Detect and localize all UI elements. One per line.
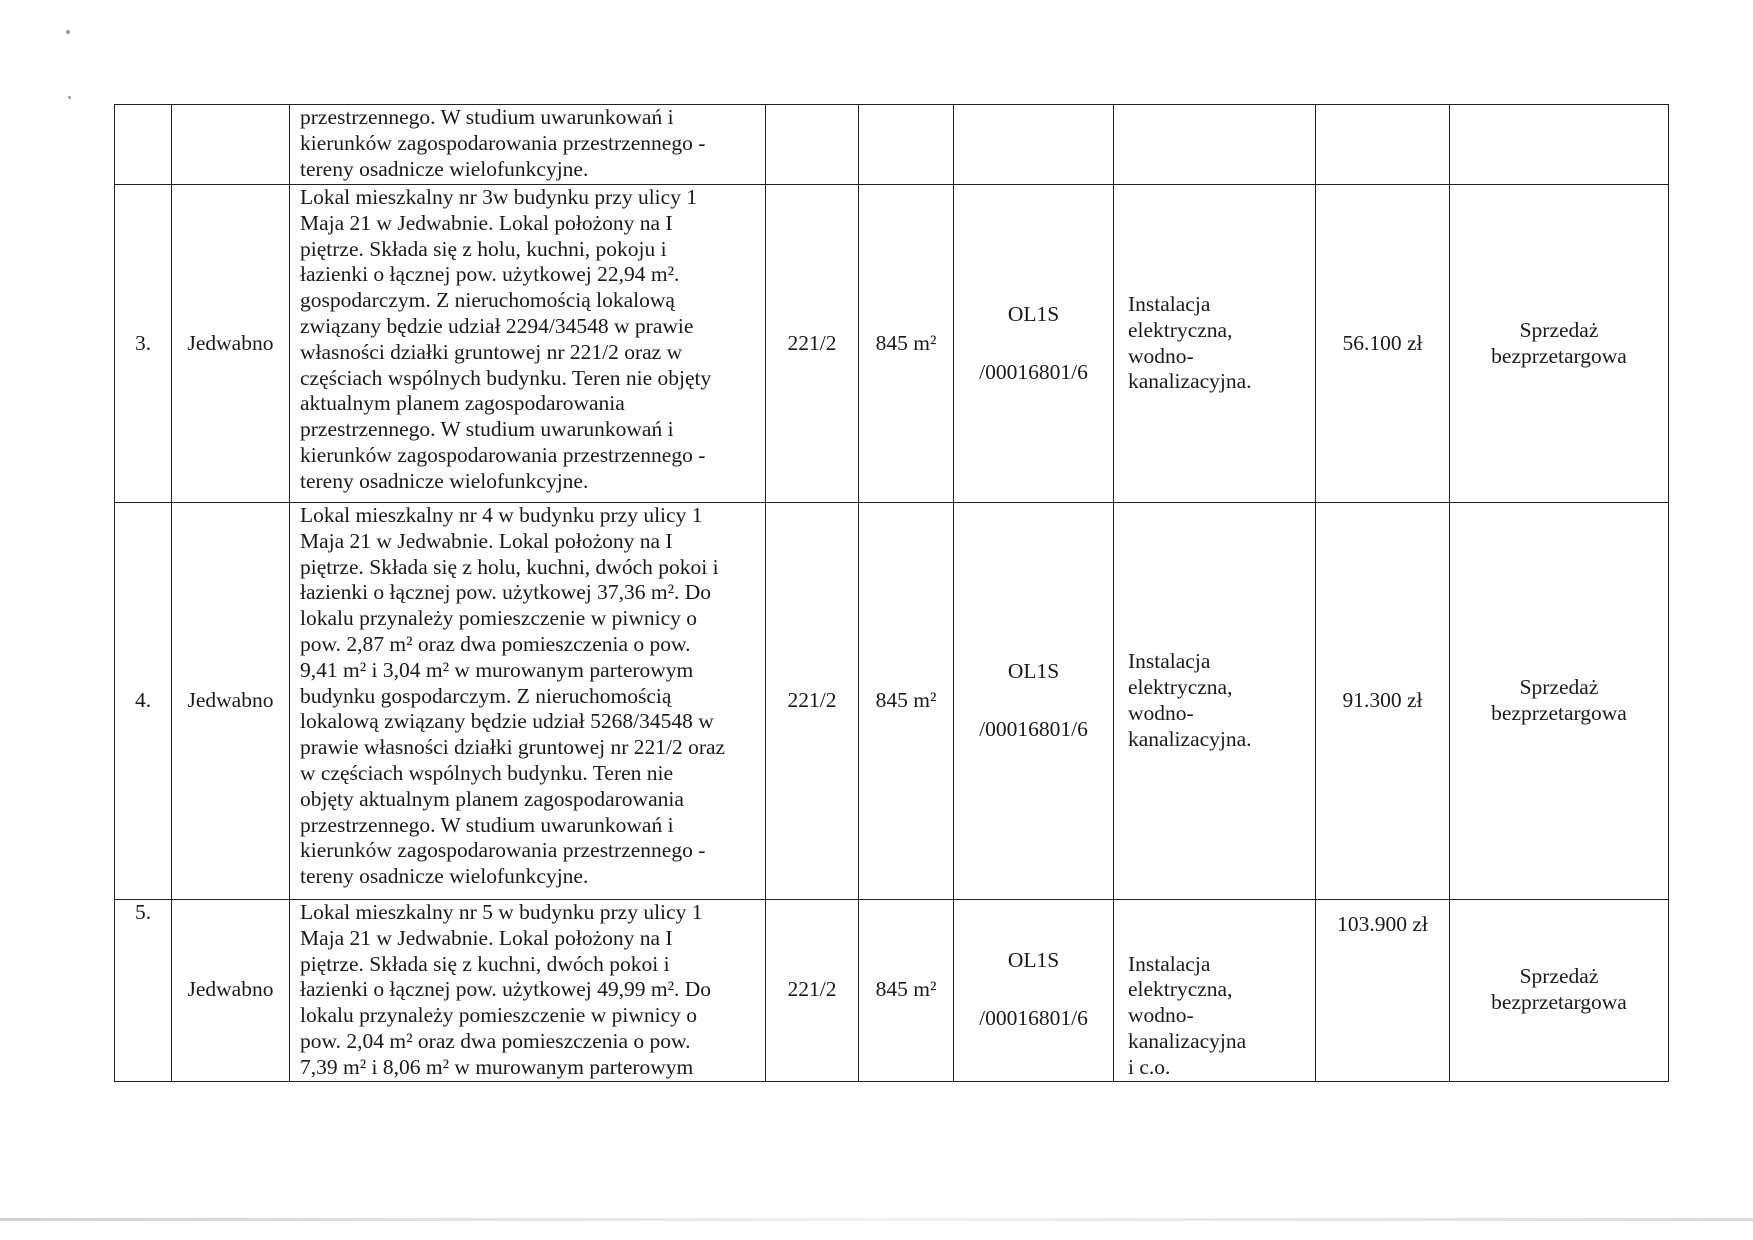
- land-register-prefix: OL1S: [1007, 659, 1060, 684]
- row-price: [1316, 105, 1450, 185]
- row-number: 3.: [115, 185, 172, 503]
- row-place: Jedwabno: [172, 503, 290, 900]
- row-area: 845 m²: [859, 185, 954, 503]
- row-area: [859, 105, 954, 185]
- row-land-register: [954, 503, 1114, 900]
- row-parcel: 221/2: [766, 185, 859, 503]
- row-land-register: [954, 105, 1114, 185]
- row-place: Jedwabno: [172, 185, 290, 503]
- row-utilities: Instalacja elektryczna, wodno- kanalizacyjna i c.o.: [1114, 900, 1316, 1082]
- row-sale-mode: Sprzedaż bezprzetargowa: [1450, 185, 1669, 503]
- table-row-item-5: [115, 900, 1669, 1082]
- row-price: 56.100 zł: [1316, 185, 1450, 503]
- row-price: 103.900 zł: [1316, 900, 1450, 1082]
- row-sale-mode: Sprzedaż bezprzetargowa: [1450, 503, 1669, 900]
- row-parcel: [766, 105, 859, 185]
- row-place: Jedwabno: [172, 900, 290, 1082]
- row-description: Lokal mieszkalny nr 4 w budynku przy ulicy 1 Maja 21 w Jedwabnie. Lokal położony na I piętrze. Składa się z holu, kuchni, dwóch pokoi i łazienki o łącznej pow. użytkowej 37,36 m². Do lokalu przynależy pomieszczenie w piwnicy o pow. 2,87 m² oraz dwa pomieszczenia o pow. 9,41 m² i 3,04 m² w murowanym parterowym budynku gospodarczym. Z nieruchomością lokalową związany będzie udział 5268/34548 w prawie własności działki gruntowej nr 221/2 oraz w częściach wspólnych budynku. Teren nie objęty aktualnym planem zagospodarowania przestrzennego. W studium uwarunkowań i kierunków zagospodarowania przestrzennego - tereny osadnicze wielofunkcyjne.: [290, 503, 766, 900]
- row-description: Lokal mieszkalny nr 3w budynku przy ulicy 1 Maja 21 w Jedwabnie. Lokal położony na I piętrze. Składa się z holu, kuchni, pokoju i łazienki o łącznej pow. użytkowej 22,94 m². gospodarczym. Z nieruchomością lokalową związany będzie udział 2294/34548 w prawie własności działki gruntowej nr 221/2 oraz w częściach wspólnych budynku. Teren nie objęty aktualnym planem zagospodarowania przestrzennego. W studium uwarunkowań i kierunków zagospodarowania przestrzennego - tereny osadnicze wielofunkcyjne.: [290, 185, 766, 503]
- row-number: 5.: [115, 900, 172, 1082]
- scan-speck: [66, 30, 70, 34]
- row-price: 91.300 zł: [1316, 503, 1450, 900]
- row-land-register: [954, 900, 1114, 1082]
- row-place: [172, 105, 290, 185]
- land-register-prefix: OL1S: [1007, 948, 1060, 973]
- row-area: 845 m²: [859, 503, 954, 900]
- land-register-number: /00016801/6: [979, 717, 1088, 741]
- listing-table: [114, 104, 1669, 1082]
- row-sale-mode: [1450, 105, 1669, 185]
- scan-edge-shadow: [0, 1218, 1753, 1221]
- row-sale-mode: Sprzedaż bezprzetargowa: [1450, 900, 1669, 1082]
- land-register-number: /00016801/6: [979, 359, 1088, 384]
- row-parcel: 221/2: [766, 900, 859, 1082]
- row-utilities: Instalacja elektryczna, wodno- kanalizacyjna.: [1114, 185, 1316, 503]
- row-number: [115, 105, 172, 185]
- table-row-item-4: [115, 503, 1669, 900]
- table-row-item-3: [115, 185, 1669, 503]
- land-register-number: /00016801/6: [979, 1006, 1088, 1031]
- land-register-prefix: OL1S: [1007, 301, 1060, 326]
- row-utilities: Instalacja elektryczna, wodno- kanalizacyjna.: [1114, 503, 1316, 900]
- table-row-continuation: [115, 105, 1669, 185]
- scan-speck: [68, 96, 71, 99]
- row-description: Lokal mieszkalny nr 5 w budynku przy ulicy 1 Maja 21 w Jedwabnie. Lokal położony na I piętrze. Składa się z kuchni, dwóch pokoi i łazienki o łącznej pow. użytkowej 49,99 m². Do lokalu przynależy pomieszczenie w piwnicy o pow. 2,04 m² oraz dwa pomieszczenia o pow. 7,39 m² i 8,06 m² w murowanym parterowym: [290, 900, 766, 1082]
- row-parcel: 221/2: [766, 503, 859, 900]
- row-utilities: [1114, 105, 1316, 185]
- row-description: przestrzennego. W studium uwarunkowań i kierunków zagospodarowania przestrzennego - tereny osadnicze wielofunkcyjne.: [290, 105, 766, 185]
- row-area: 845 m²: [859, 900, 954, 1082]
- row-land-register: [954, 185, 1114, 503]
- row-number: 4.: [115, 503, 172, 900]
